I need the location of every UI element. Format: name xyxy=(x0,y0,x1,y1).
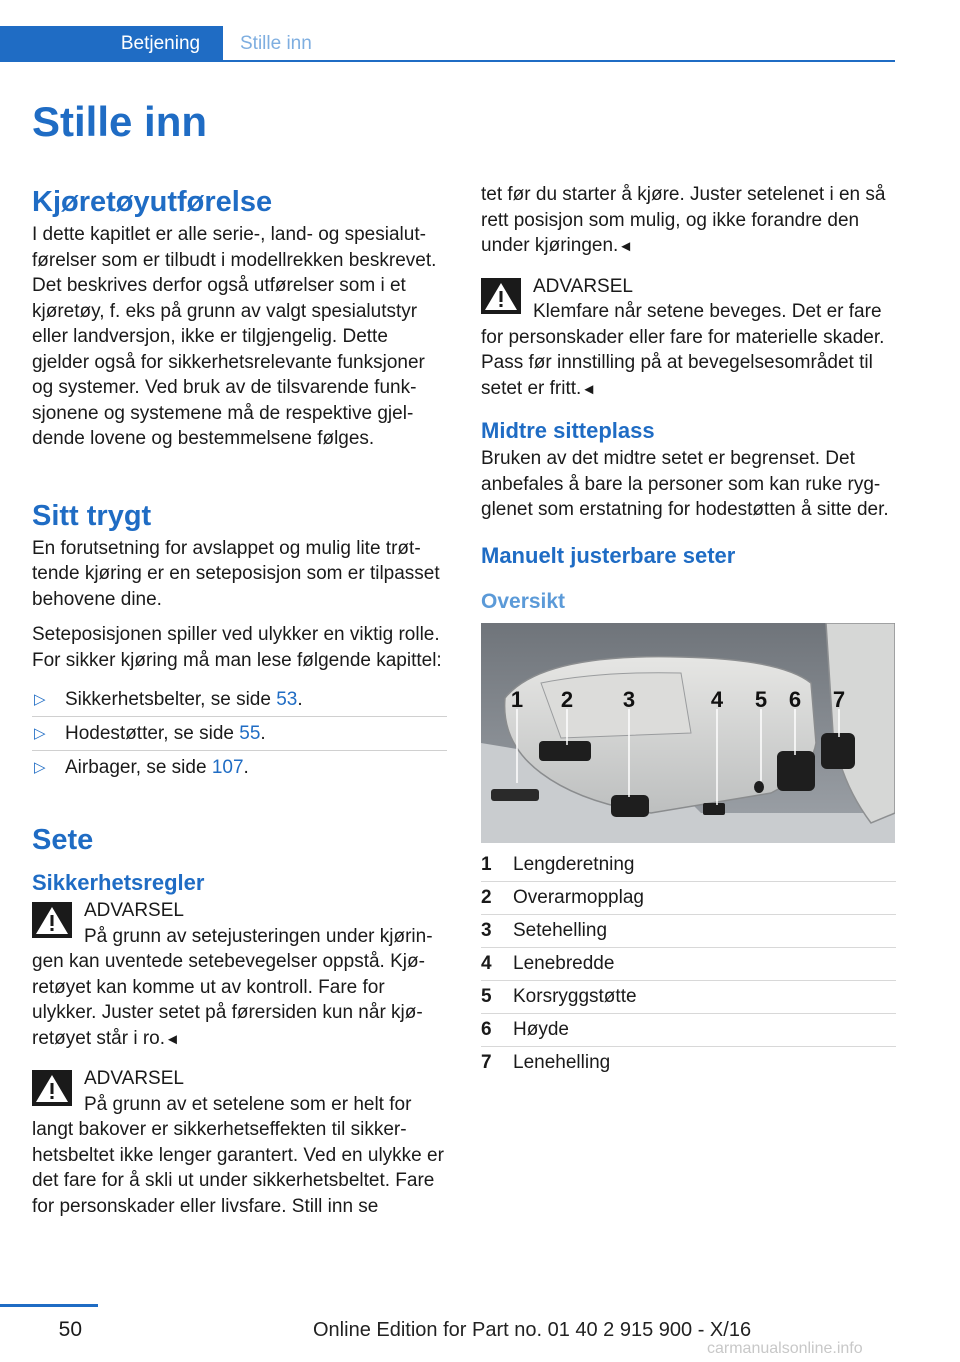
warning-text: På grunn av et setelene som er helt for langt bakover er sikkerhetseffekten til sikkerhetsbeltet ikke lenger garantert. Ved en ulykke er det fare for å skli ut under sikkerhetsbeltet. Fare for personskader eller livsfare. Still inn se xyxy=(32,1093,444,1217)
middle-seat-text: Bruken av det midtre setet er begrenset. Det anbefales å bare la personer som kan ruke rygglenet som erstatning for hodestøtten å sitte der. xyxy=(481,448,889,520)
warning-label: ADVARSEL xyxy=(84,1068,184,1089)
end-mark: ◄ xyxy=(165,1030,180,1048)
sit-paragraph-1: En forutsetning for avslappet og mulig lite trøttende kjøring er en seteposisjon som er tilpasset behovene dine. xyxy=(32,537,440,610)
middle-seat-heading: Midtre sitteplass xyxy=(481,418,655,443)
warning-icon xyxy=(481,278,521,314)
header-divider xyxy=(0,60,895,62)
page-link[interactable]: 55 xyxy=(239,723,261,744)
page-number: 50 xyxy=(58,1318,82,1341)
warning-text: På grunn av setejusteringen under kjøringen kan uventede setebevegelser oppstå. Kjøretøyet kan komme ut av kontroll. Fare for ulykker. Juster setet på førersiden kun når kjøretøyet står i ro. xyxy=(32,925,433,1049)
footer-divider xyxy=(0,1304,98,1307)
end-mark: ◄ xyxy=(581,380,597,398)
legend-item: 3 Setehelling xyxy=(481,915,896,948)
watermark: carmanualsonline.info xyxy=(707,1340,863,1357)
figure-legend xyxy=(481,849,896,1079)
warning-icon xyxy=(32,1070,72,1106)
warning-text: Klemfare når setene beveges. Det er fare for personskader eller fare for materielle skader. Pass før innstilling på at bevegelsesområdet til setet er fritt. xyxy=(481,301,885,399)
warning-block xyxy=(481,274,896,403)
list-item: ▷ Hodestøtter, se side 55. xyxy=(32,717,447,751)
seat-illustration xyxy=(481,623,895,843)
figure-label: 1 xyxy=(510,686,524,712)
sit-heading: Sitt trygt xyxy=(32,499,152,532)
legend-item: 7 Lenehelling xyxy=(481,1051,611,1073)
warning-icon xyxy=(32,902,72,938)
figure-label: 6 xyxy=(788,686,802,712)
vehicle-text: I dette kapitlet er alle serie-, land- og spesialutførelser som er tilbudt i modellrekken beskrevet. Det beskrives derfor også utførelser som i et kjøretøy, f. eks på grunn av valgt spesialutstyr eller landversjon, ikke er tilgjengelig. Dette gjelder også for sikkerhetsrelevante funksjoner og systemer. Ved bruk av de tilsvarende funksjonene og systemene må de respektive gjeldende lovene og bestemmelsene følges. xyxy=(32,224,437,449)
warning-label: ADVARSEL xyxy=(533,275,633,297)
warning-label: ADVARSEL xyxy=(84,900,184,921)
figure-label: 7 xyxy=(832,686,846,712)
left-column xyxy=(32,182,447,1229)
continued-text: tet før du starter å kjøre. Juster setelenet i en så rett posisjon som mulig, og ikke forandre den under kjøringen. xyxy=(481,184,886,256)
page-link[interactable]: 107 xyxy=(211,757,244,778)
legend-item: 1 Lengderetning xyxy=(481,849,896,882)
seat-heading: Sete xyxy=(32,824,94,856)
legend-item: 2 Overarmopplag xyxy=(481,882,896,915)
right-column xyxy=(481,182,896,1079)
tab-betjening[interactable]: Betjening xyxy=(98,26,223,62)
edition-text: Online Edition for Part no. 01 40 2 915 900 - X/16 xyxy=(313,1319,752,1341)
page-title: Stille inn xyxy=(32,98,208,145)
legend-item: 4 Lenebredde xyxy=(481,948,896,981)
figure-label: 4 xyxy=(710,686,724,712)
triangle-bullet-icon: ▷ xyxy=(34,691,46,708)
figure-label: 2 xyxy=(560,686,574,712)
figure-label: 3 xyxy=(622,686,636,712)
list-item: ▷ Airbager, se side 107. xyxy=(34,757,249,778)
vehicle-heading: Kjøretøyutførelse xyxy=(32,186,273,218)
chapter-header xyxy=(0,26,895,62)
triangle-bullet-icon: ▷ xyxy=(34,725,46,742)
chapter-list xyxy=(32,683,447,784)
page-link[interactable]: 53 xyxy=(276,689,298,710)
legend-item: 5 Korsryggstøtte xyxy=(481,981,896,1014)
sit-paragraph-2: Seteposisjonen spiller ved ulykker en viktig rolle. For sikker kjøring må man lese følgende kapittel: xyxy=(32,624,442,671)
safety-heading: Sikkerhetsregler xyxy=(32,870,205,895)
warning-block xyxy=(32,898,447,1052)
triangle-bullet-icon: ▷ xyxy=(34,759,46,776)
manual-seats-heading: Manuelt justerbare seter xyxy=(481,542,736,568)
warning-block xyxy=(32,1066,447,1219)
end-mark: ◄ xyxy=(618,238,634,255)
figure-label: 5 xyxy=(754,686,768,712)
header-tab-spacer xyxy=(0,26,98,62)
list-item: ▷ Sikkerhetsbelter, se side 53. xyxy=(32,683,447,717)
legend-item: 6 Høyde xyxy=(481,1014,896,1047)
tab-stille-inn[interactable]: Stille inn xyxy=(240,33,312,54)
overview-heading: Oversikt xyxy=(481,589,566,613)
